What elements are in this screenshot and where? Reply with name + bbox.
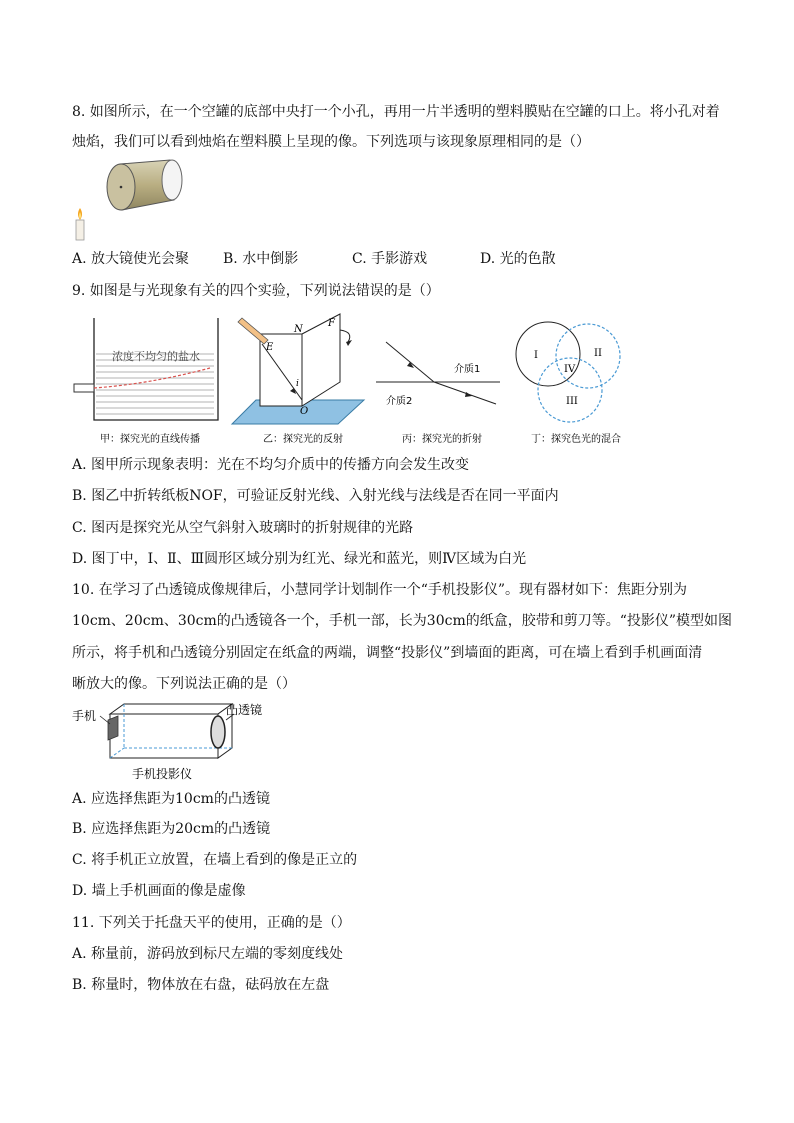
q10-stem-line4: 晰放大的像。下列说法正确的是（） <box>72 676 296 692</box>
lens-label: 凸透镜 <box>226 703 263 717</box>
figure-yi <box>228 310 378 450</box>
q10-option-b[interactable]: B. 应选择焦距为20cm的凸透镜 <box>72 821 271 837</box>
q9-option-c[interactable]: C. 图丙是探究光从空气斜射入玻璃时的折射规律的光路 <box>72 520 414 536</box>
rotate-arrow-icon <box>340 330 350 342</box>
q8-option-c[interactable]: C. 手影游戏 <box>352 251 428 267</box>
circle-ii <box>556 324 620 388</box>
region-iv-label: IV <box>564 364 576 375</box>
label-i: i <box>296 379 299 389</box>
q10-stem-line2: 10cm、20cm、30cm的凸透镜各一个，手机一部，长为30cm的纸盒，胶带和剪刀等。“投影仪”模型如图 <box>72 613 733 629</box>
q10-option-c[interactable]: C. 将手机正立放置，在墙上看到的像是正立的 <box>72 852 358 868</box>
paper-box <box>110 714 218 758</box>
can-and-candle-figure <box>70 158 190 244</box>
q10-option-a[interactable]: A. 应选择焦距为10cm的凸透镜 <box>72 791 270 807</box>
lens-icon <box>211 716 225 748</box>
medium1-label: 介质1 <box>454 364 481 375</box>
plastic-film <box>162 160 182 200</box>
pinhole <box>120 186 123 189</box>
q8-stem-line2: 烛焰，我们可以看到烛焰在塑料膜上呈现的像。下列选项与该现象原理相同的是（） <box>72 134 590 150</box>
q10-stem-line3: 所示，将手机和凸透镜分别固定在纸盒的两端，调整“投影仪”到墙面的距离，可在墙上看到手机画面清 <box>72 645 703 661</box>
phone-icon <box>108 716 118 740</box>
q9-option-d[interactable]: D. 图丁中，Ⅰ、Ⅱ、Ⅲ圆形区域分别为红光、绿光和蓝光，则Ⅳ区域为白光 <box>72 551 527 567</box>
q10-stem-line1: 10. 在学习了凸透镜成像规律后，小慧同学计划制作一个“手机投影仪”。现有器材如下：焦距分别为 <box>72 582 688 598</box>
q8-option-b[interactable]: B. 水中倒影 <box>223 251 299 267</box>
q11-option-b[interactable]: B. 称量时，物体放在右盘，砝码放在左盘 <box>72 977 330 993</box>
label-f: F <box>328 318 335 329</box>
phone-projector-figure <box>70 700 280 786</box>
q9-stem: 9. 如图是与光现象有关的四个实验，下列说法错误的是（） <box>72 283 440 299</box>
q11-stem: 11. 下列关于托盘天平的使用，正确的是（） <box>72 915 351 931</box>
medium2-label: 介质2 <box>386 396 413 407</box>
q9-option-a[interactable]: A. 图甲所示现象表明：光在不均匀介质中的传播方向会发生改变 <box>72 457 470 473</box>
saltwater-label: 浓度不均匀的盐水 <box>112 350 200 363</box>
figure-jia <box>70 310 230 450</box>
q8-option-a[interactable]: A. 放大镜使光会聚 <box>72 251 190 267</box>
region-i-label: I <box>534 350 538 361</box>
caption-yi: 乙：探究光的反射 <box>263 434 343 445</box>
q9-option-b[interactable]: B. 图乙中折转纸板NOF，可验证反射光线、入射光线与法线是否在同一平面内 <box>72 488 559 504</box>
figure-ding <box>508 310 644 450</box>
caption-ding: 丁：探究色光的混合 <box>531 434 621 445</box>
candle-icon <box>76 208 84 240</box>
circle-i <box>516 322 580 386</box>
q8-options <box>72 248 732 268</box>
refracted-ray <box>434 382 496 404</box>
q10-option-d[interactable]: D. 墙上手机画面的像是虚像 <box>72 883 246 899</box>
phone-label: 手机 <box>72 709 97 723</box>
q8-option-d[interactable]: D. 光的色散 <box>480 251 556 267</box>
laser-pointer <box>74 384 94 392</box>
projector-caption: 手机投影仪 <box>131 767 193 781</box>
region-iii-label: III <box>566 396 578 407</box>
figure-bing <box>372 310 512 450</box>
label-n: N <box>294 324 303 335</box>
q11-option-a[interactable]: A. 称量前，游码放到标尺左端的零刻度线处 <box>72 946 344 962</box>
q8-stem-line1: 8. 如图所示，在一个空罐的底部中央打一个小孔，再用一片半透明的塑料膜贴在空罐的口上。将小孔对着 <box>72 104 720 120</box>
caption-jia: 甲：探究光的直线传播 <box>100 434 200 445</box>
hand-with-laser-icon <box>238 318 268 344</box>
label-e: E <box>266 342 274 353</box>
label-o: O <box>300 406 309 417</box>
caption-bing: 丙：探究光的折射 <box>402 434 482 445</box>
region-ii-label: II <box>594 348 602 359</box>
